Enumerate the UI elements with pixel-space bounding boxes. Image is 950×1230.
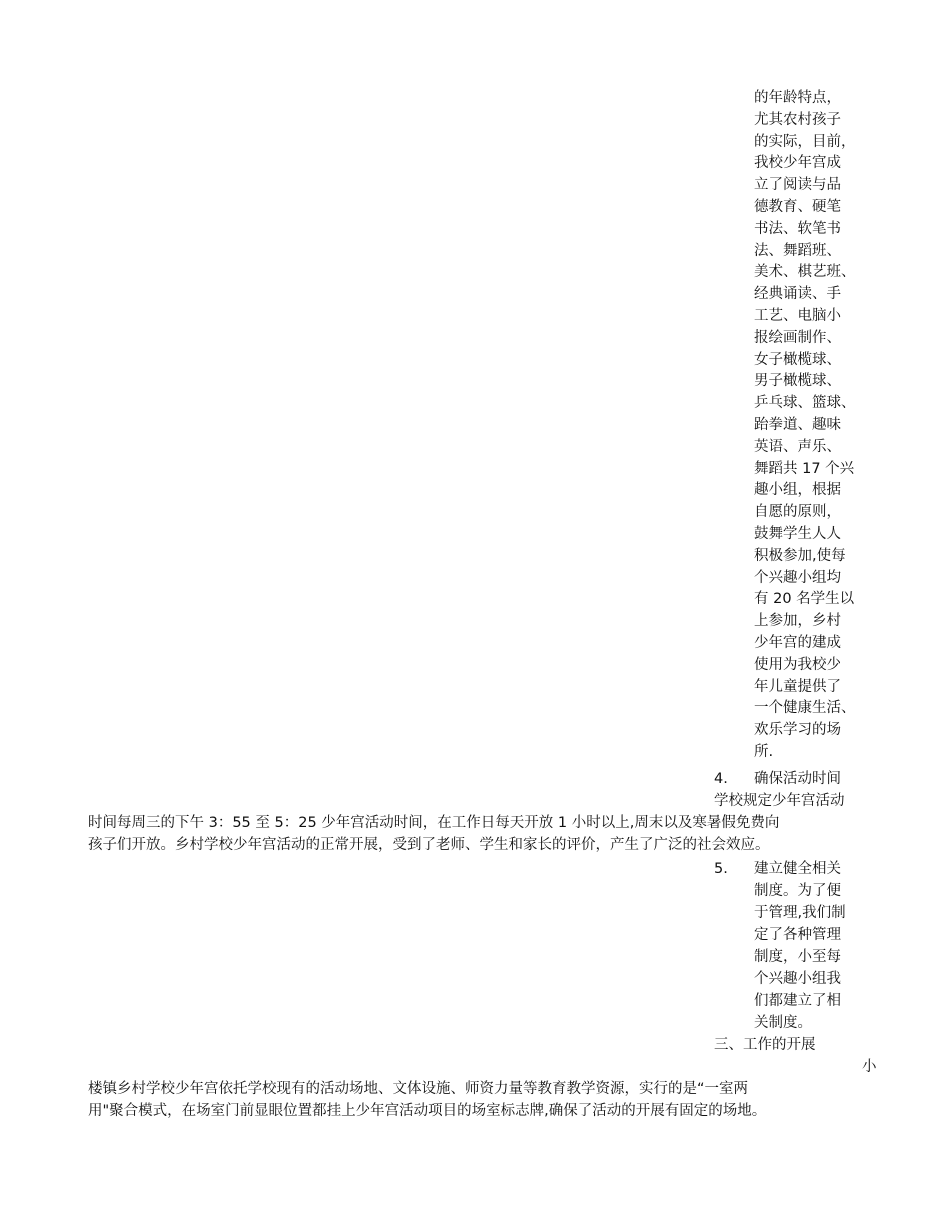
column-line: 书法、软笔书 — [754, 220, 841, 237]
item-4-text-line-3: 孩子们开放。乡村学校少年宫活动的正常开展，受到了老师、学生和家长的评价，产生了广泛的社会效应。 — [88, 837, 770, 853]
item-5-line-6: 个兴趣小组我 — [754, 971, 841, 987]
item-4-text-line-2: 时间每周三的下午 3：55 至 5：25 少年宫活动时间，在工作日每天开放 1 小时以上,周末以及寒暑假免费向 — [88, 815, 780, 831]
item-5-line-3: 于管理,我们制 — [754, 905, 846, 921]
column-line: 法、舞蹈班、 — [754, 242, 841, 259]
section-3-text-line-2: 用"聚合模式，在场室门前显眼位置都挂上少年宫活动项目的场室标志牌,确保了活动的开展有固定的场地。 — [88, 1103, 767, 1119]
item-5-line-5: 制度，小至每 — [754, 949, 841, 965]
item-5-line-2: 制度。为了便 — [754, 883, 841, 899]
column-line: 美术、棋艺班、 — [754, 264, 856, 281]
column-line: 我校少年宫成 — [754, 155, 841, 172]
section-3-text-line-1: 楼镇乡村学校少年宫依托学校现有的活动场地、文体设施、师资力量等教育教学资源，实行的是“一室两 — [88, 1081, 749, 1097]
column-line: 尤其农村孩子 — [754, 111, 841, 128]
column-line: 趣小组，根据 — [754, 482, 841, 499]
column-line: 有 20 名学生以 — [754, 591, 855, 608]
column-line: 男子橄榄球、 — [754, 373, 841, 390]
column-line: 年儿童提供了 — [754, 678, 841, 695]
column-line: 德教育、硬笔 — [754, 198, 841, 215]
column-line: 立了阅读与品 — [754, 177, 841, 194]
column-line: 女子橄榄球、 — [754, 351, 841, 368]
column-line: 积极参加,使每 — [754, 547, 846, 564]
section-3-lead-char: 小 — [862, 1059, 877, 1075]
item-5-number: 5. — [714, 861, 728, 877]
column-line: 报绘画制作、 — [754, 329, 841, 346]
item-4-heading: 确保活动时间 — [754, 771, 841, 787]
column-line: 工艺、电脑小 — [754, 307, 841, 324]
column-line: 所. — [754, 743, 774, 760]
item-5-line-8: 关制度。 — [754, 1015, 812, 1031]
column-line: 跆拳道、趣味 — [754, 416, 841, 433]
column-line: 欢乐学习的场 — [754, 722, 841, 739]
column-line: 的实际，目前， — [754, 133, 856, 150]
column-line: 乒乓球、篮球、 — [754, 395, 856, 412]
column-line: 经典诵读、手 — [754, 286, 841, 303]
column-line: 自愿的原则， — [754, 504, 841, 521]
column-line: 英语、声乐、 — [754, 438, 841, 455]
item-4-number: 4. — [714, 771, 728, 787]
column-line: 上参加，乡村 — [754, 613, 841, 630]
column-line: 少年宫的建成 — [754, 634, 841, 651]
item-5-line-4: 定了各种管理 — [754, 927, 841, 943]
item-4-text-line-1: 学校规定少年宫活动 — [714, 793, 845, 809]
column-line: 舞蹈共 17 个兴 — [754, 460, 855, 477]
column-line: 使用为我校少 — [754, 656, 841, 673]
item-5-line-7: 们都建立了相 — [754, 993, 841, 1009]
column-line: 个兴趣小组均 — [754, 569, 841, 586]
column-line: 的年龄特点， — [754, 90, 841, 106]
column-line: 鼓舞学生人人 — [754, 525, 841, 542]
section-3-heading: 三、工作的开展 — [714, 1037, 816, 1053]
item-5-line-1: 建立健全相关 — [754, 861, 841, 877]
column-line: 一个健康生活、 — [754, 700, 856, 717]
narrow-text-column — [754, 88, 856, 764]
